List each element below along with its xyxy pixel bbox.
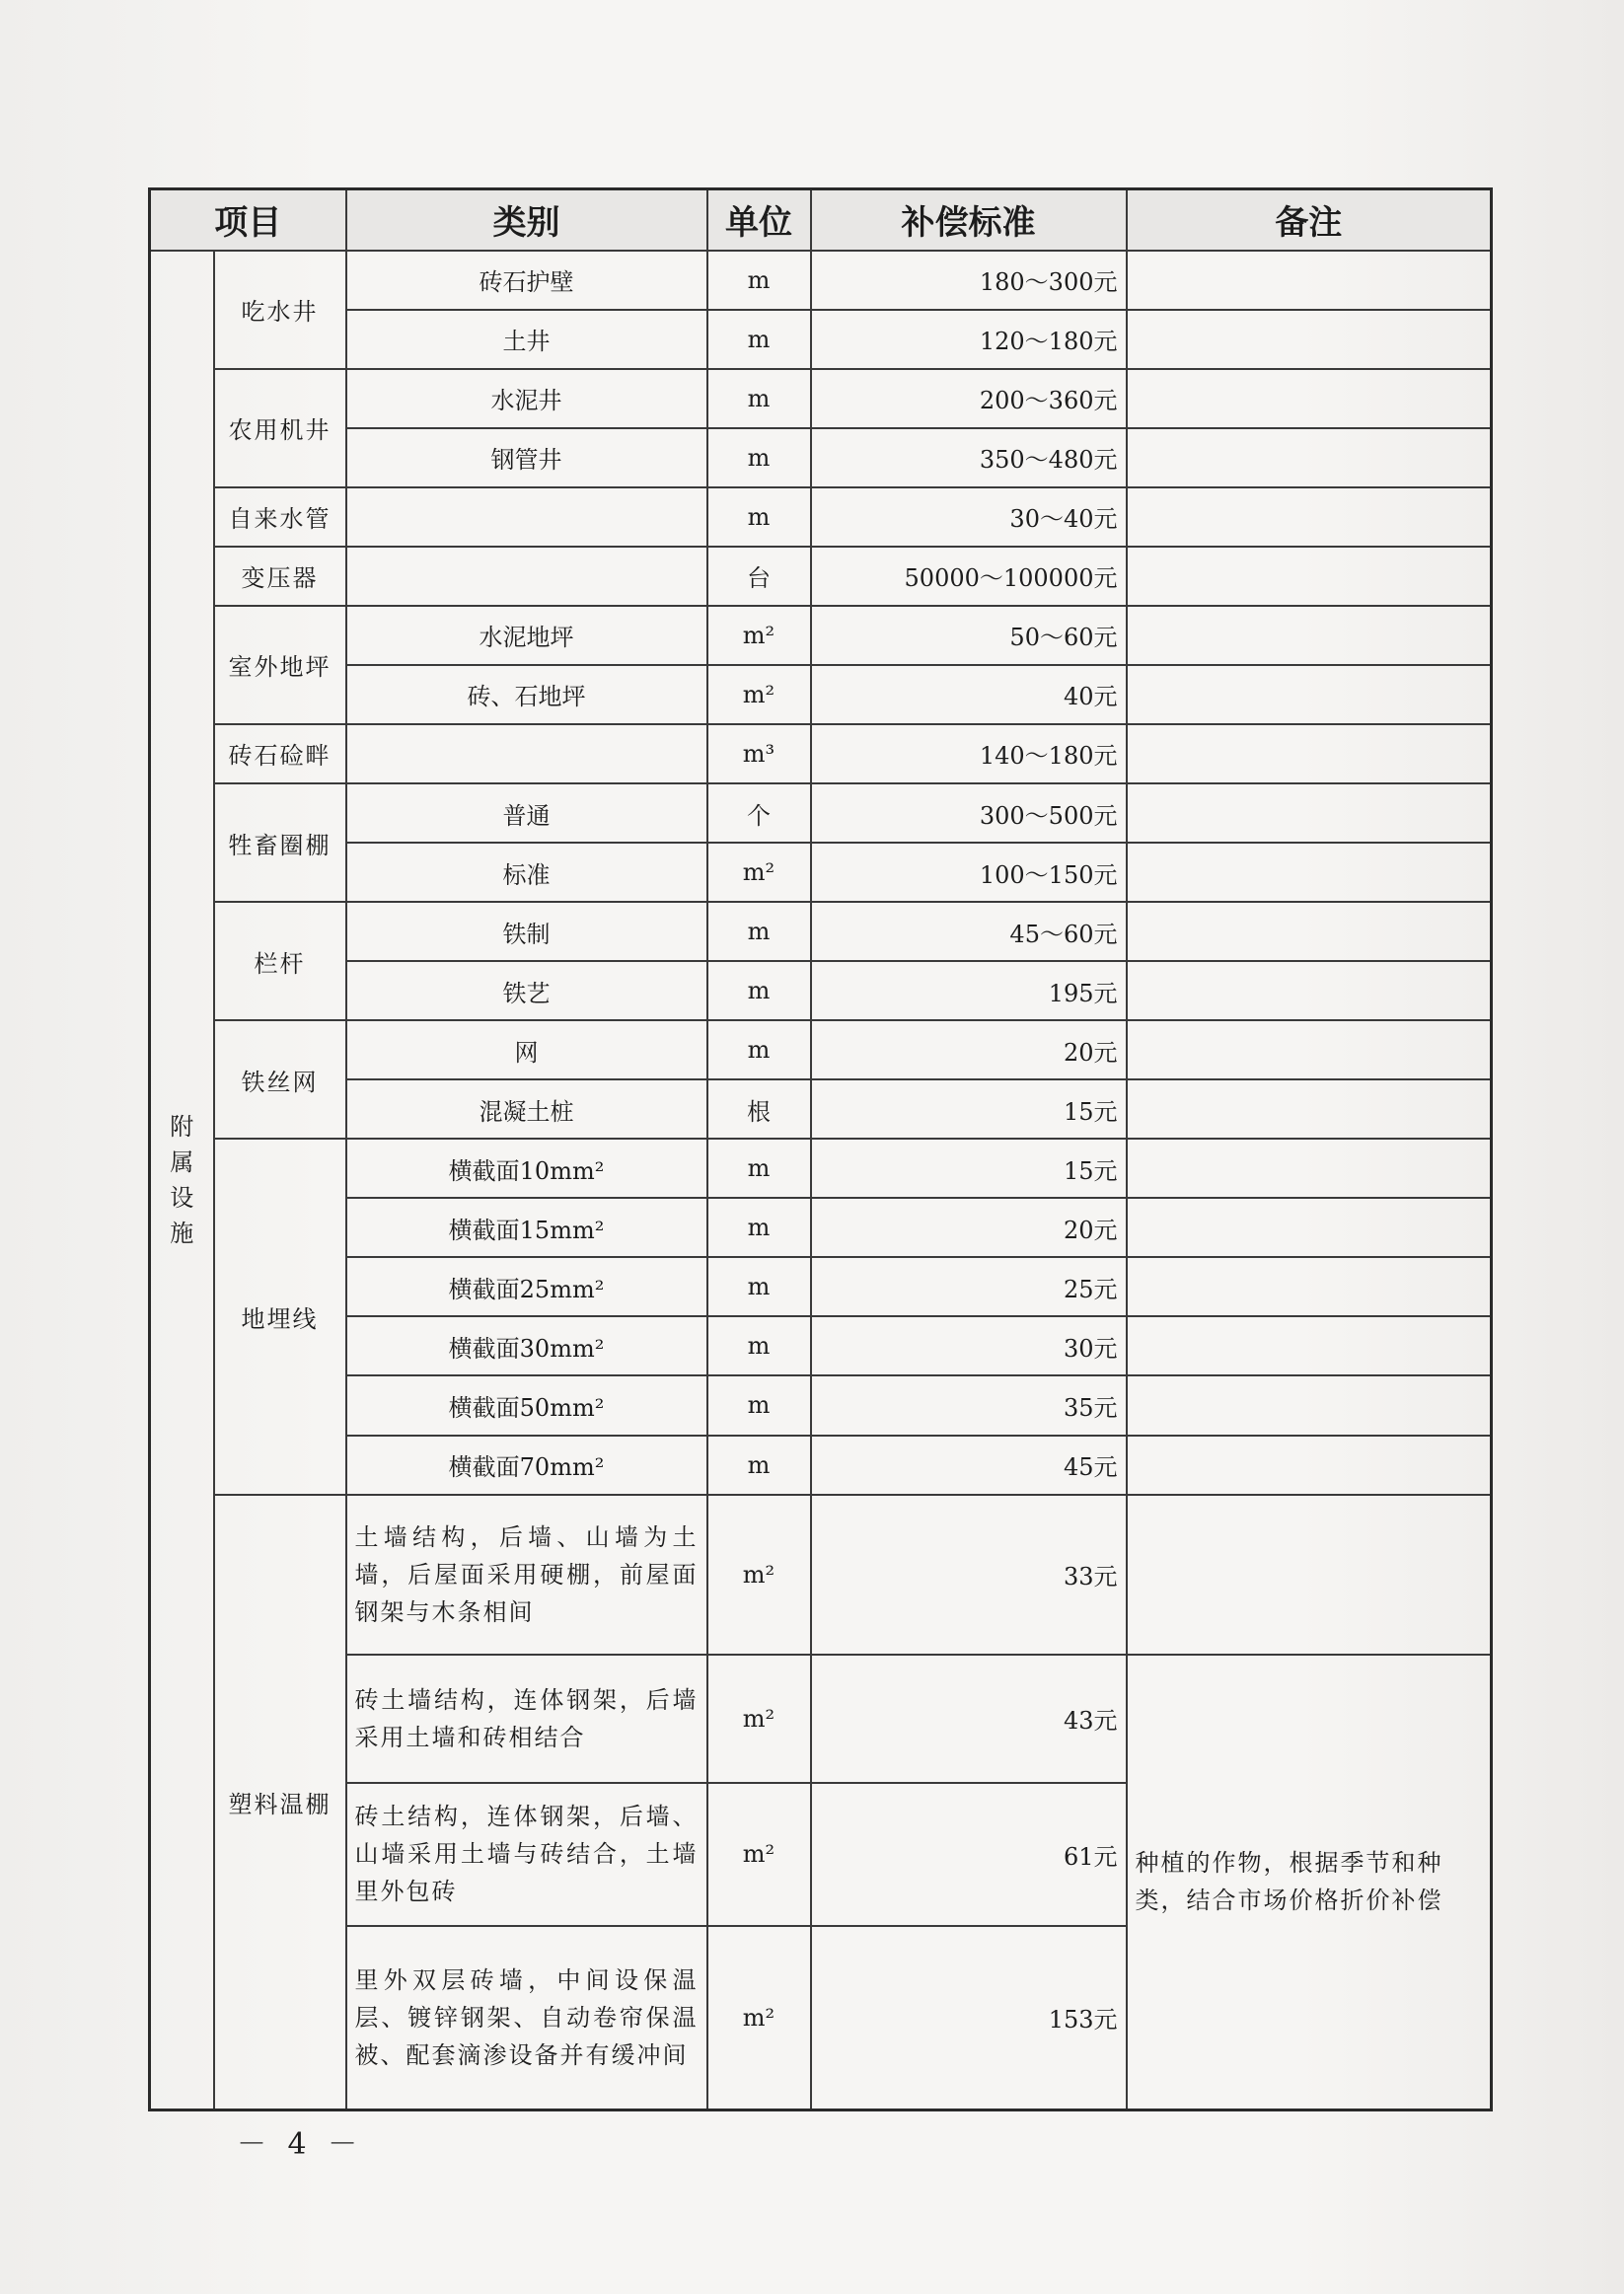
group-label: 附 属 设 施 (150, 251, 214, 2110)
table-row (150, 1655, 1492, 1783)
section-railing: 栏杆 (214, 902, 346, 1020)
row-standard: 40元 (811, 665, 1127, 724)
table-row (150, 1079, 1492, 1139)
row-remark (1127, 606, 1492, 665)
table-row (150, 783, 1492, 843)
row-category: 砖石护壁 (346, 251, 707, 310)
row-remark (1127, 843, 1492, 902)
row-unit: m² (707, 1783, 811, 1926)
row-remark (1127, 1316, 1492, 1375)
row-category: 铁制 (346, 902, 707, 961)
table-row (150, 310, 1492, 369)
section-well: 吃水井 (214, 251, 346, 369)
row-category: 里外双层砖墙，中间设保温层、镀锌钢架、自动卷帘保温被、配套滴渗设备并有缓冲间 (346, 1926, 707, 2110)
row-remark (1127, 961, 1492, 1020)
row-unit: 台 (707, 547, 811, 606)
section-wire-net: 铁丝网 (214, 1020, 346, 1139)
row-standard: 50～60元 (811, 606, 1127, 665)
row-category: 砖土结构，连体钢架，后墙、山墙采用土墙与砖结合，土墙里外包砖 (346, 1783, 707, 1926)
row-unit: m (707, 1257, 811, 1316)
row-remark (1127, 310, 1492, 369)
row-category: 水泥地坪 (346, 606, 707, 665)
row-remark (1127, 783, 1492, 843)
row-remark (1127, 1198, 1492, 1257)
header-item: 项目 (150, 189, 346, 251)
row-standard: 33元 (811, 1495, 1127, 1655)
row-unit: m (707, 1316, 811, 1375)
section-greenhouse: 塑料温棚 (214, 1495, 346, 2110)
row-unit: m (707, 369, 811, 428)
section-tap-pipe: 自来水管 (214, 487, 346, 547)
row-remark (1127, 1375, 1492, 1435)
table-row (150, 428, 1492, 487)
row-category: 普通 (346, 783, 707, 843)
row-remark (1127, 1436, 1492, 1495)
row-unit: m² (707, 1926, 811, 2110)
table-row (150, 1316, 1492, 1375)
row-standard: 61元 (811, 1783, 1127, 1926)
greenhouse-remark: 种植的作物，根据季节和种类，结合市场价格折价补偿 (1127, 1655, 1492, 2110)
row-category: 标准 (346, 843, 707, 902)
row-remark (1127, 251, 1492, 310)
row-unit: m³ (707, 724, 811, 783)
row-unit: m (707, 487, 811, 547)
row-standard: 25元 (811, 1257, 1127, 1316)
section-buried-line: 地埋线 (214, 1139, 346, 1494)
row-remark (1127, 902, 1492, 961)
header-row (150, 189, 1492, 251)
header-category: 类别 (346, 189, 707, 251)
row-standard: 350～480元 (811, 428, 1127, 487)
row-unit: m (707, 1436, 811, 1495)
row-category: 水泥井 (346, 369, 707, 428)
row-standard: 35元 (811, 1375, 1127, 1435)
row-standard: 20元 (811, 1198, 1127, 1257)
row-remark (1127, 369, 1492, 428)
row-standard: 140～180元 (811, 724, 1127, 783)
row-standard: 120～180元 (811, 310, 1127, 369)
table-row (150, 1198, 1492, 1257)
row-category: 横截面15mm² (346, 1198, 707, 1257)
row-remark (1127, 547, 1492, 606)
table-row (150, 1495, 1492, 1655)
table-row (150, 843, 1492, 902)
row-category: 横截面30mm² (346, 1316, 707, 1375)
row-standard: 200～360元 (811, 369, 1127, 428)
row-standard: 15元 (811, 1139, 1127, 1198)
table-row (150, 369, 1492, 428)
row-standard: 300～500元 (811, 783, 1127, 843)
row-category (346, 547, 707, 606)
row-standard: 43元 (811, 1655, 1127, 1783)
row-standard: 15元 (811, 1079, 1127, 1139)
row-standard: 30元 (811, 1316, 1127, 1375)
table-row (150, 961, 1492, 1020)
row-unit: m² (707, 606, 811, 665)
table-row (150, 547, 1492, 606)
row-standard: 30～40元 (811, 487, 1127, 547)
row-unit: m² (707, 1495, 811, 1655)
table-row (150, 606, 1492, 665)
table-row (150, 665, 1492, 724)
section-transformer: 变压器 (214, 547, 346, 606)
row-remark (1127, 1020, 1492, 1079)
row-standard: 153元 (811, 1926, 1127, 2110)
row-unit: m² (707, 843, 811, 902)
row-category (346, 724, 707, 783)
row-unit: m (707, 961, 811, 1020)
header-remark: 备注 (1127, 189, 1492, 251)
table-row (150, 1139, 1492, 1198)
row-standard: 100～150元 (811, 843, 1127, 902)
row-category: 砖、石地坪 (346, 665, 707, 724)
row-remark (1127, 1079, 1492, 1139)
row-remark (1127, 487, 1492, 547)
row-remark (1127, 1495, 1492, 1655)
row-unit: m (707, 902, 811, 961)
row-unit: m (707, 251, 811, 310)
row-unit: m (707, 1198, 811, 1257)
row-unit: m (707, 1020, 811, 1079)
row-unit: 个 (707, 783, 811, 843)
row-category: 混凝土桩 (346, 1079, 707, 1139)
row-standard: 20元 (811, 1020, 1127, 1079)
section-machine-well: 农用机井 (214, 369, 346, 487)
table-row (150, 1020, 1492, 1079)
section-stone-ridge: 砖石硷畔 (214, 724, 346, 783)
row-standard: 180～300元 (811, 251, 1127, 310)
row-standard: 45元 (811, 1436, 1127, 1495)
row-category: 土墙结构，后墙、山墙为土墙，后屋面采用硬棚，前屋面钢架与木条相间 (346, 1495, 707, 1655)
row-standard: 45～60元 (811, 902, 1127, 961)
row-remark (1127, 1139, 1492, 1198)
row-category: 网 (346, 1020, 707, 1079)
row-category: 铁艺 (346, 961, 707, 1020)
section-livestock: 牲畜圈棚 (214, 783, 346, 902)
row-category: 钢管井 (346, 428, 707, 487)
table-row (150, 487, 1492, 547)
row-remark (1127, 724, 1492, 783)
table-row (150, 902, 1492, 961)
row-standard: 50000～100000元 (811, 547, 1127, 606)
table-row (150, 1375, 1492, 1435)
row-unit: m (707, 1375, 811, 1435)
row-standard: 195元 (811, 961, 1127, 1020)
row-category: 横截面10mm² (346, 1139, 707, 1198)
row-unit: m (707, 310, 811, 369)
table-row (150, 724, 1492, 783)
row-category (346, 487, 707, 547)
compensation-table (148, 187, 1493, 2111)
row-category: 横截面25mm² (346, 1257, 707, 1316)
row-category: 横截面70mm² (346, 1436, 707, 1495)
row-unit: m² (707, 665, 811, 724)
table-row (150, 1257, 1492, 1316)
table-row (150, 1436, 1492, 1495)
row-unit: m² (707, 1655, 811, 1783)
table-row (150, 251, 1492, 310)
row-category: 土井 (346, 310, 707, 369)
row-category: 砖土墙结构，连体钢架，后墙采用土墙和砖相结合 (346, 1655, 707, 1783)
row-remark (1127, 665, 1492, 724)
row-category: 横截面50mm² (346, 1375, 707, 1435)
row-unit: m (707, 1139, 811, 1198)
page-number: － 4 － (237, 2127, 364, 2162)
row-remark (1127, 1257, 1492, 1316)
header-standard: 补偿标准 (811, 189, 1127, 251)
row-unit: 根 (707, 1079, 811, 1139)
row-unit: m (707, 428, 811, 487)
row-remark (1127, 428, 1492, 487)
header-unit: 单位 (707, 189, 811, 251)
section-yard: 室外地坪 (214, 606, 346, 724)
